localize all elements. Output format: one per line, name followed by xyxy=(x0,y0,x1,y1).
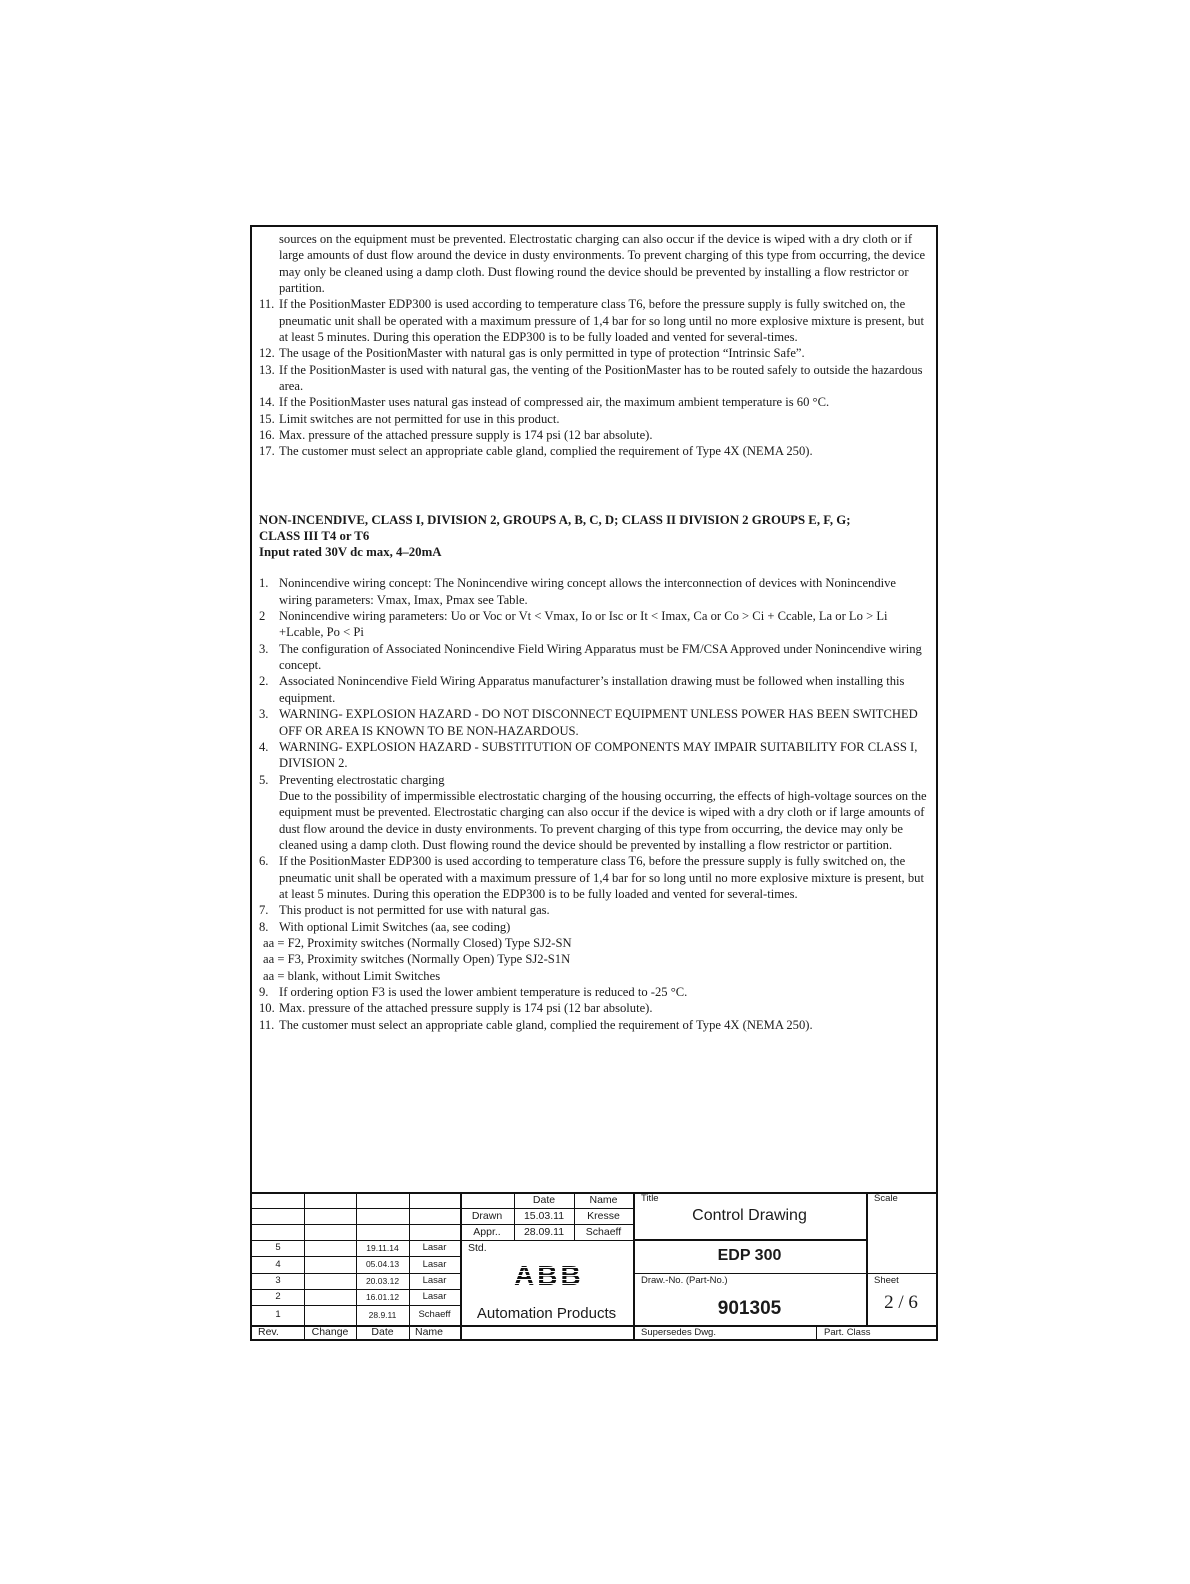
sheet-number: 2 / 6 xyxy=(884,1292,918,1313)
list-item xyxy=(259,394,931,410)
list-item-text: Associated Nonincendive Field Wiring Apparatus manufacturer’s installation drawing must be followed when installing this equipment. xyxy=(279,674,905,705)
limit-switch-options xyxy=(259,935,931,984)
drawing-title: Control Drawing xyxy=(692,1207,807,1224)
date-header: Date xyxy=(371,1326,394,1338)
list-item-text: Preventing electrostatic charging xyxy=(279,772,445,787)
option-line: aa = F3, Proximity switches (Normally Open) Type SJ2-S1N xyxy=(263,952,571,967)
list-item xyxy=(259,443,931,459)
list-item xyxy=(259,853,931,902)
drawn-label: Drawn xyxy=(471,1210,503,1222)
rev-name-4: Lasar xyxy=(422,1259,447,1270)
section2-item-list xyxy=(259,575,931,787)
list-item-text: Nonincendive wiring parameters: Uo or Voc or Vt < Vmax, Io or Isc or It < Imax, Ca or Co > Ci + Ccable, La or Lo > Li +Lcable, Po < Pi xyxy=(279,609,888,640)
list-item-text: Max. pressure of the attached pressure supply is 174 psi (12 bar absolute). xyxy=(279,428,653,443)
list-item xyxy=(259,427,931,443)
list-item-text: If ordering option F3 is used the lower ambient temperature is reduced to -25 °C. xyxy=(279,985,688,1000)
rev-number-4: 4 xyxy=(275,1259,281,1270)
name-header: Name xyxy=(415,1326,444,1338)
rev-number-1: 1 xyxy=(275,1309,281,1320)
drawing-frame xyxy=(250,225,938,1341)
list-item-number: 11. xyxy=(259,297,275,312)
rev-date-4: 05.04.13 xyxy=(365,1259,400,1269)
list-item-text: If the PositionMaster EDP300 is used according to temperature class T6, before the pressure supply is fully switched on, the pneumatic unit shall be operated with a maximum pressure of 1,4 bar for so long until no more explosive mixture is present, but at least 5 minutes. During this operation the EDP300 is to be fully loaded and vented for several-times. xyxy=(279,297,924,345)
list-item-number: 13. xyxy=(259,362,275,377)
list-item-number: 11. xyxy=(259,1017,275,1032)
list-item xyxy=(259,984,931,1000)
product-name: EDP 300 xyxy=(717,1247,782,1264)
list-item xyxy=(259,362,931,395)
list-item-text: This product is not permitted for use with natural gas. xyxy=(279,903,550,918)
heading-line-3: Input rated 30V dc max, 4–20mA xyxy=(259,545,442,560)
rev-name-5: Lasar xyxy=(422,1242,447,1253)
list-item-number: 5. xyxy=(259,772,269,787)
rev-date-2: 16.01.12 xyxy=(365,1292,400,1302)
abb-logo: ABB xyxy=(514,1260,584,1291)
list-item xyxy=(259,608,931,641)
drawing-number: 901305 xyxy=(717,1298,782,1319)
list-item-number: 7. xyxy=(259,903,269,918)
list-item xyxy=(259,1000,931,1016)
list-item-number: 12. xyxy=(259,346,275,361)
list-item xyxy=(259,902,931,918)
appr-label: Appr.. xyxy=(473,1226,501,1238)
list-item-text: The customer must select an appropriate cable gland, complied the requirement of Type 4X (NEMA 250). xyxy=(279,1017,813,1032)
list-item xyxy=(259,575,931,608)
rev-number-5: 5 xyxy=(275,1242,281,1253)
list-item-text: WARNING- EXPLOSION HAZARD - DO NOT DISCONNECT EQUIPMENT UNLESS POWER HAS BEEN SWITCHED OFF OR AREA IS KNOWN TO BE NON-HAZARDOUS. xyxy=(279,707,918,738)
list-item-number: 9. xyxy=(259,985,269,1000)
list-item-number: 4. xyxy=(259,739,269,754)
list-item xyxy=(259,1017,931,1033)
list-item xyxy=(259,641,931,674)
heading-line-2: CLASS III T4 or T6 xyxy=(259,529,370,544)
list-item xyxy=(259,411,931,427)
list-item xyxy=(259,739,931,772)
list-item-number: 2 xyxy=(259,609,266,624)
scale-label: Scale xyxy=(874,1193,898,1204)
option-line: aa = F2, Proximity switches (Normally Closed) Type SJ2-SN xyxy=(263,935,572,950)
option-line: aa = blank, without Limit Switches xyxy=(263,968,441,983)
rev-name-2: Lasar xyxy=(422,1291,447,1302)
list-item-text: The customer must select an appropriate cable gland, complied the requirement of Type 4X (NEMA 250). xyxy=(279,444,813,459)
rev-name-1: Schaeff xyxy=(418,1309,451,1320)
rev-date-5: 19.11.14 xyxy=(366,1243,399,1253)
list-item xyxy=(259,673,931,706)
list-item xyxy=(259,706,931,739)
drawn-date: 15.03.11 xyxy=(523,1210,565,1222)
list-item xyxy=(259,296,931,345)
list-item xyxy=(259,772,931,788)
list-item-number: 10. xyxy=(259,1001,275,1016)
list-item-text: If the PositionMaster uses natural gas instead of compressed air, the maximum ambient temperature is 60 °C. xyxy=(279,395,830,410)
std-label: Std. xyxy=(468,1242,487,1254)
rev-number-3: 3 xyxy=(275,1275,281,1286)
section-heading xyxy=(259,512,931,561)
sheet-label: Sheet xyxy=(874,1275,899,1286)
list-item-number: 16. xyxy=(259,428,275,443)
drawno-label: Draw.-No. (Part-No.) xyxy=(641,1275,728,1286)
item5-body: Due to the possibility of impermissible electrostatic charging of the housing occurring, the effects of high-voltage sources on the equipment must be prevented. Electrostatic charging can also occur if the device is wiped with a dry cloth or if large amounts of dust flow around the device in dusty environments. To prevent charging of this type from occurring, the device may only be cleaned using a damp cloth. Dust flowing round the device should be prevented by installing a flow restrictor or partition. xyxy=(279,788,927,852)
document-body xyxy=(259,231,931,1033)
rev-name-3: Lasar xyxy=(422,1275,447,1286)
heading-line-1: NON-INCENDIVE, CLASS I, DIVISION 2, GROUPS A, B, C, D; CLASS II DIVISION 2 GROUPS E, F, G; xyxy=(259,512,851,527)
list-item-text: With optional Limit Switches (aa, see coding) xyxy=(279,919,511,934)
drawn-name: Kresse xyxy=(587,1210,620,1222)
list-item-number: 2. xyxy=(259,674,269,689)
supersedes-label: Supersedes Dwg. xyxy=(641,1327,716,1338)
list-item-number: 14. xyxy=(259,395,275,410)
list-item-number: 3. xyxy=(259,707,269,722)
section2-item-list-b xyxy=(259,853,931,935)
top-item-list xyxy=(259,296,931,459)
list-item-number: 3. xyxy=(259,641,269,656)
list-item xyxy=(259,345,931,361)
list-item-text: If the PositionMaster EDP300 is used according to temperature class T6, before the pressure supply is fully switched on, the pneumatic unit shall be operated with a maximum pressure of 1,4 bar for so long until no more explosive mixture is present, but at least 5 minutes. During this operation the EDP300 is to be fully loaded and vented for several-times. xyxy=(279,854,924,901)
partclass-label: Part. Class xyxy=(824,1327,871,1338)
list-item-number: 6. xyxy=(259,854,269,869)
list-item-text: WARNING- EXPLOSION HAZARD - SUBSTITUTION OF COMPONENTS MAY IMPAIR SUITABILITY FOR CLASS I, DIVISION 2. xyxy=(279,739,918,771)
company-name: Automation Products xyxy=(476,1305,617,1322)
list-item-number: 17. xyxy=(259,444,275,459)
list-item-number: 1. xyxy=(259,576,269,591)
title-block xyxy=(252,1192,936,1339)
title-label: Title xyxy=(641,1193,659,1204)
approval-date-header: Date xyxy=(532,1194,556,1206)
list-item-number: 8. xyxy=(259,919,269,934)
list-item xyxy=(259,919,931,935)
continuation-paragraph: sources on the equipment must be prevented. Electrostatic charging can also occur if the device is wiped with a dry cloth or if large amounts of dust flow around the device in dusty environments. To prevent charging of this type from occurring, the device may only be cleaned using a damp cloth. Dust flowing round the device should be prevented by installing a flow restrictor or partition. xyxy=(279,232,926,296)
appr-date: 28.09.11 xyxy=(523,1226,565,1238)
approval-name-header: Name xyxy=(589,1194,618,1206)
rev-date-1: 28.9.11 xyxy=(368,1310,397,1320)
appr-name: Schaeff xyxy=(585,1226,622,1238)
list-item-number: 15. xyxy=(259,411,275,426)
rev-header: Rev. xyxy=(258,1326,279,1338)
rev-date-3: 20.03.12 xyxy=(365,1276,400,1286)
section2-item-list-c xyxy=(259,984,931,1033)
list-item-text: Max. pressure of the attached pressure supply is 174 psi (12 bar absolute). xyxy=(279,1001,653,1016)
list-item-text: The usage of the PositionMaster with natural gas is only permitted in type of protection “Intrinsic Safe”. xyxy=(279,346,805,361)
change-header: Change xyxy=(311,1326,349,1338)
list-item-text: Limit switches are not permitted for use in this product. xyxy=(279,411,560,426)
list-item-text: The configuration of Associated Nonincendive Field Wiring Apparatus must be FM/CSA Approved under Nonincendive wiring concept. xyxy=(279,641,922,673)
rev-number-2: 2 xyxy=(275,1291,281,1302)
list-item-text: Nonincendive wiring concept: The Nonincendive wiring concept allows the interconnection of devices with Nonincendive wiring parameters: Vmax, Imax, Pmax see Table. xyxy=(279,576,897,607)
list-item-text: If the PositionMaster is used with natural gas, the venting of the PositionMaster has to be routed safely to outside the hazardous area. xyxy=(279,362,923,394)
